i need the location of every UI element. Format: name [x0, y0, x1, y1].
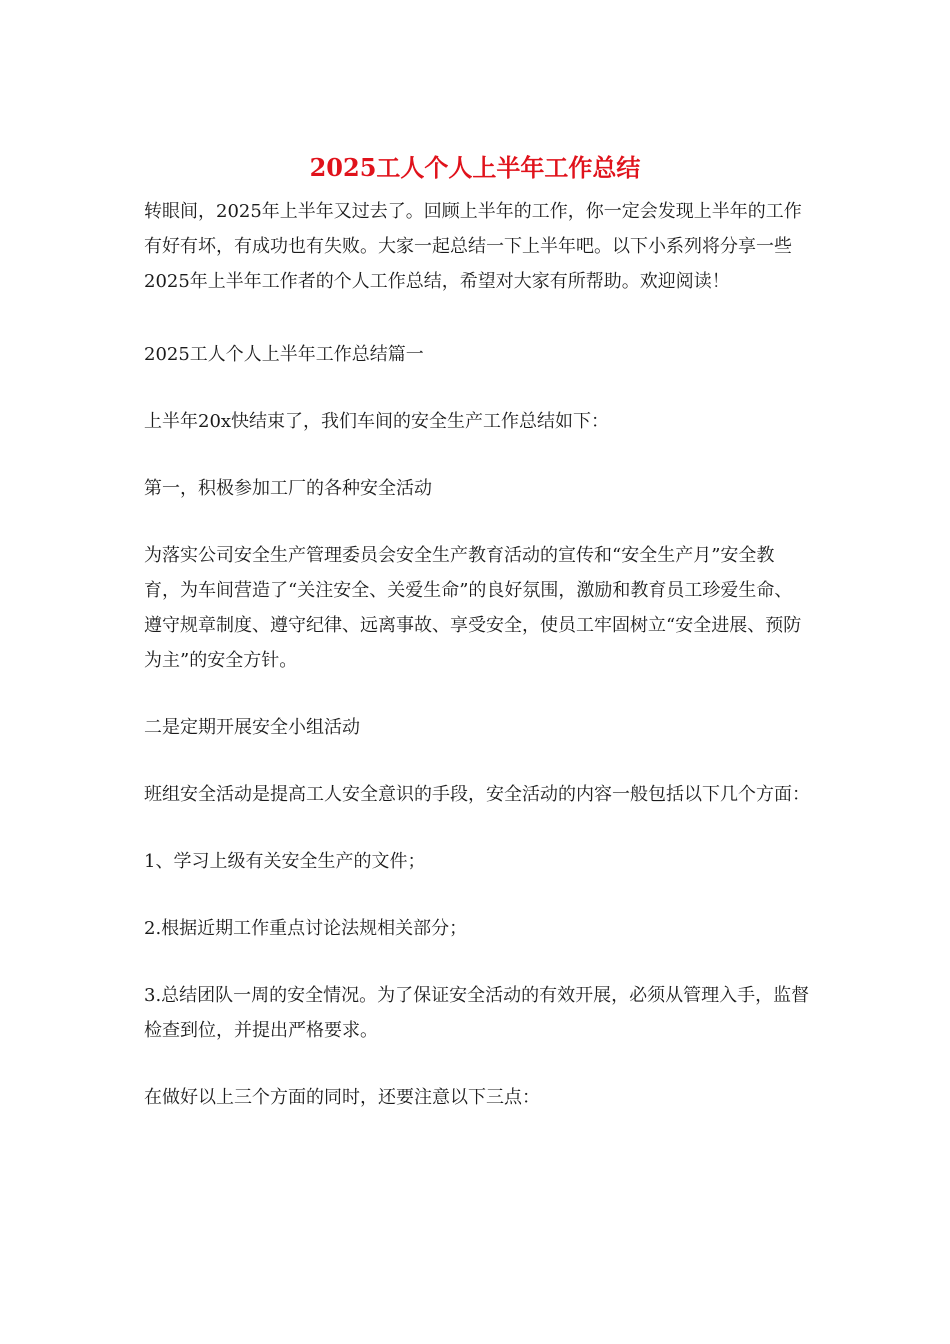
sub-heading: 第一，积极参加工厂的各种安全活动 — [144, 478, 432, 499]
intro-paragraph: 转眼间，2025年上半年又过去了。回顾上半年的工作，你一定会发现上半年的工作有好有坏，有成功也有失败。大家一起总结一下上半年吧。以下小系列将分享一些2025年上半年工作者的个人工作总结，希望对大家有所帮助。欢迎阅读！ — [144, 201, 802, 292]
section-heading: 2025工人个人上半年工作总结篇一 — [144, 344, 424, 365]
document-title: 2025工人个人上半年工作总结 — [309, 153, 641, 182]
list-item: 2.根据近期工作重点讨论法规相关部分； — [144, 918, 468, 939]
body-paragraph: 班组安全活动是提高工人安全意识的手段，安全活动的内容一般包括以下几个方面： — [144, 784, 810, 805]
document-body — [144, 194, 810, 1147]
list-item: 3.总结团队一周的安全情况。为了保证安全活动的有效开展，必须从管理入手，监督检查到位，并提出严格要求。 — [144, 985, 810, 1041]
body-paragraph: 上半年20x快结束了，我们车间的安全生产工作总结如下： — [144, 411, 610, 432]
body-paragraph: 为落实公司安全生产管理委员会安全生产教育活动的宣传和“安全生产月”安全教育，为车间营造了“关注安全、关爱生命”的良好氛围，激励和教育员工珍爱生命、遵守规章制度、遵守纪律、远离事故、享受安全，使员工牢固树立“安全进展、预防为主”的安全方针。 — [144, 545, 802, 671]
body-paragraph: 在做好以上三个方面的同时，还要注意以下三点： — [144, 1087, 540, 1108]
list-item: 1、学习上级有关安全生产的文件； — [144, 851, 426, 872]
sub-heading: 二是定期开展安全小组活动 — [144, 717, 360, 738]
